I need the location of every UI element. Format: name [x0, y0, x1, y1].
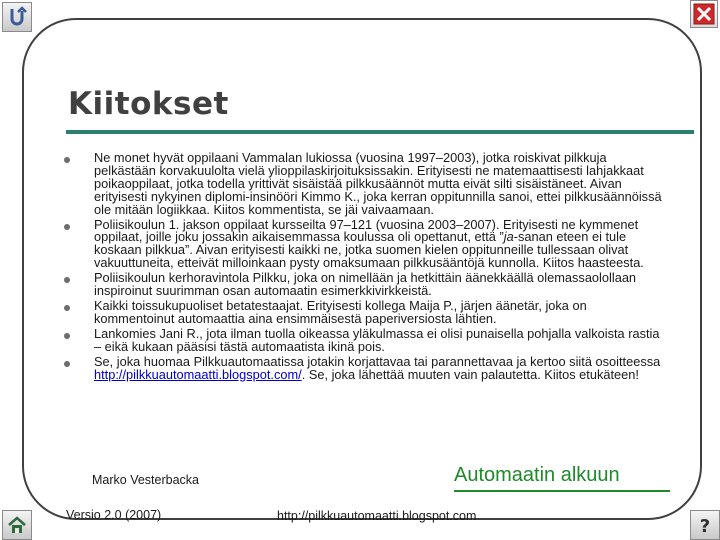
slide-title: Kiitokset [68, 86, 229, 122]
blog-link[interactable]: http://pilkkuautomaatti.blogspot.com/ [94, 366, 302, 382]
bullet-icon [64, 224, 70, 230]
help-button[interactable] [690, 510, 720, 540]
list-item-text: Poliisikoulun kerhoravintola Pilkku, joka on nimellään ja hetkittäin äänekkäällä olemassaolollaan inspiroinut suurimman osan automaatin esimerkkivirkkeistä. [94, 270, 637, 299]
list-item-text-continued: . Se, joka lähettää muuten vain palautetta. Kiitos etukäteen! [301, 366, 639, 382]
author-name: Marko Vesterbacka [92, 473, 199, 487]
list-item [62, 152, 662, 217]
list-item [62, 216, 662, 271]
home-icon [6, 514, 28, 536]
list-item [62, 297, 662, 326]
help-icon [694, 514, 716, 536]
list-item [62, 325, 662, 354]
list-item-text-continued: -sanan eteen ei tule koskaan pilkkua”. Aivan erityisesti kaikki ne, jotka suomen kielen oppitunneille tullessaan olivat vakuuttuneita, etteivät milloinkaan pysty omaksumaan pilkkusääntöjä kunnolla. Kiitos haasteesta. [94, 229, 644, 271]
list-item-text: Kaikki toissukupuoliset betatestaajat. Erityisesti kollega Maija P., järjen äänetär, joka on kommentoinut automaattia aina ensimmäisestä paperiversiosta lähtien. [94, 297, 587, 326]
version-label: Versio 2.0 (2007) [66, 508, 162, 522]
bullet-icon [64, 277, 70, 283]
bullet-icon [64, 361, 70, 367]
back-button[interactable] [2, 2, 32, 32]
close-button[interactable] [690, 0, 718, 28]
automaton-start-link[interactable]: Automaatin alkuun [454, 464, 620, 486]
svg-text:?: ? [699, 516, 711, 536]
back-arrow-icon [6, 6, 28, 28]
automaton-start-underline [454, 490, 670, 492]
list-item-text: Ne monet hyvät oppilaani Vammalan lukiossa (vuosina 1997–2003), jotka roiskivat pilkkuja pelkästään korvakuulolta vielä ylioppilaskirjoituksissakin. Erityisesti ne matemaattisesti lahjakkaat poikaoppilaat, jotka todella yrittivät sisäistää pilkkusäännöt mutta eivät silti sisäistäneet. Aivan erityisesti nykyinen diplomi-insinööri Kimmo K., joka kerran oppitunnilla sanoi, ettei pilkkusäännöissä ole mitään logiikkaa. Kiitos kommentista, se jäi vaivaamaan. [94, 150, 662, 217]
bullet-icon [64, 333, 70, 339]
close-icon [693, 3, 715, 25]
bullet-icon [64, 305, 70, 311]
bullet-icon [64, 157, 70, 163]
acknowledgement-list [62, 152, 662, 381]
title-underline [66, 130, 694, 134]
list-item-text: Poliisikoulun 1. jakson oppilaat kursseilta 97–121 (vuosina 2003–2007). Erityisesti ne kymmenet oppilaat, joille joku jossakin aikaisemmassa koulussa oli opettanut, että ” [94, 216, 639, 245]
italic-word: ja [503, 229, 514, 245]
footer-url: http://pilkkuautomaatti.blogspot.com [277, 509, 477, 523]
list-item-text: Lankomies Jani R., jota ilman tuolla oikeassa yläkulmassa ei olisi punaisella pohjalla valkoista rastia – eikä kukaan pääsisi tästä automaatista ikinä pois. [94, 325, 660, 354]
list-item [62, 353, 662, 382]
list-item-text: Se, joka huomaa Pilkkuautomaatissa jotakin korjattavaa tai parannettavaa ja kertoo siitä osoitteessa [94, 353, 661, 369]
list-item [62, 272, 662, 298]
home-button[interactable] [2, 510, 32, 540]
